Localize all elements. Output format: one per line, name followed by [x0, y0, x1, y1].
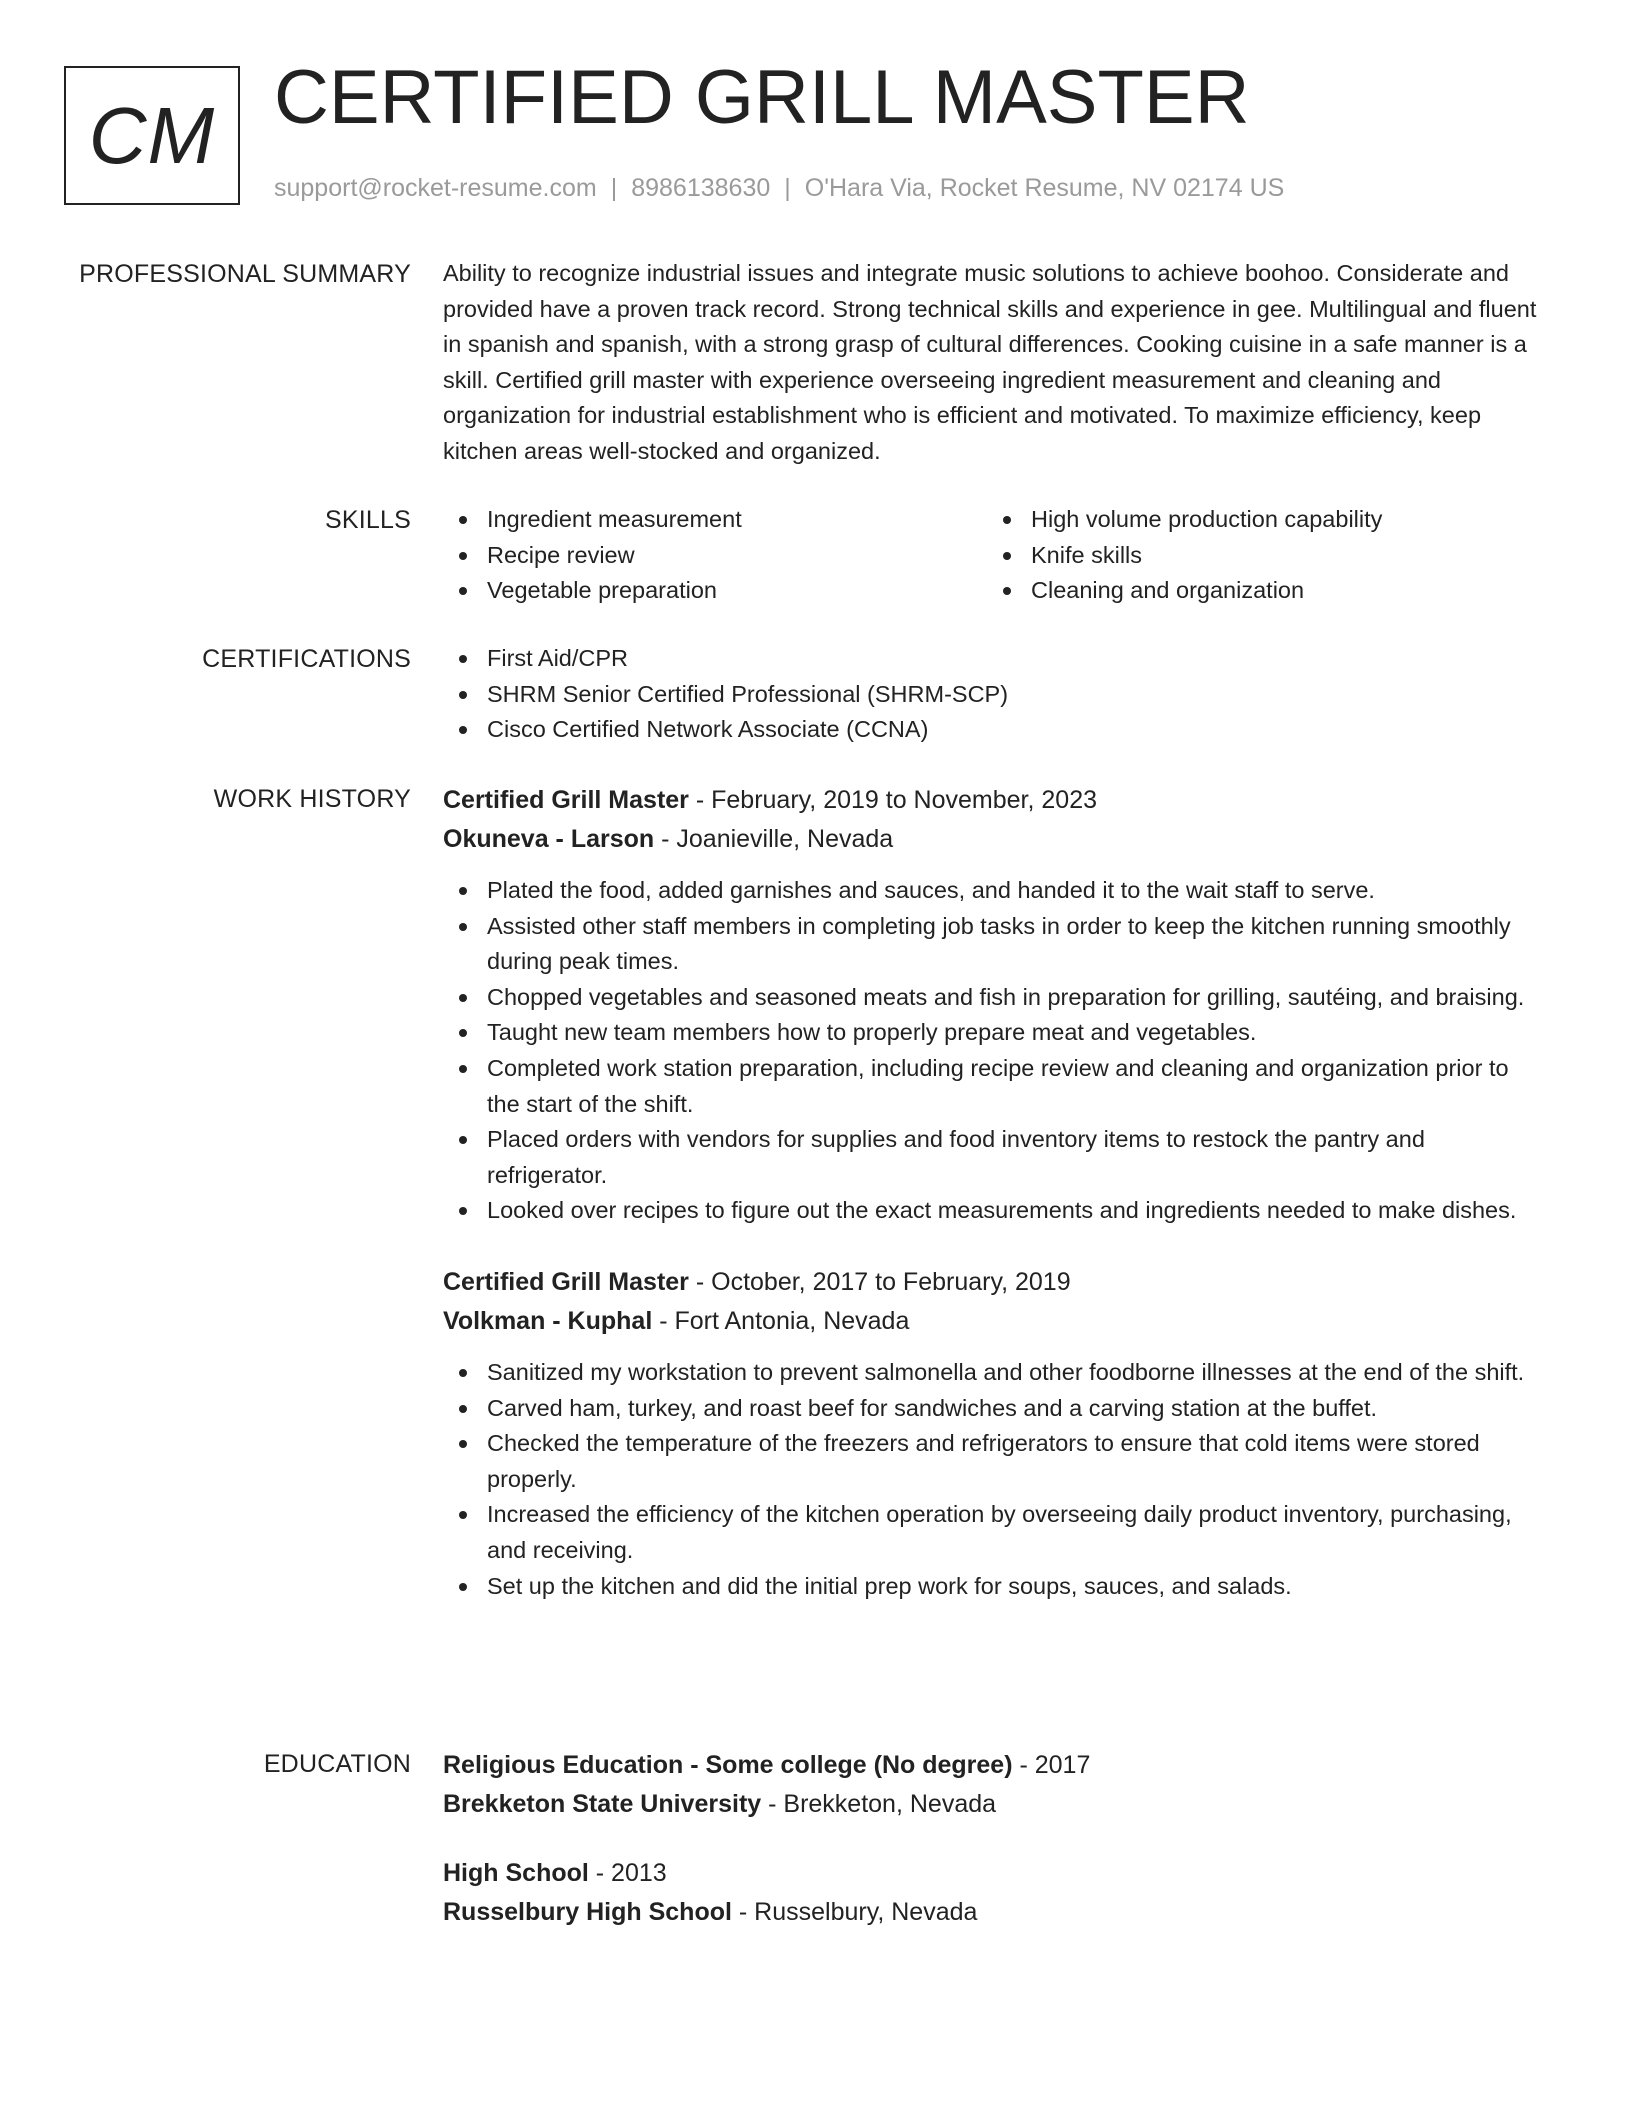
education-degree-line [443, 1854, 1543, 1893]
skills-list-left [443, 502, 987, 609]
section-title-education: EDUCATION [263, 1750, 411, 1778]
job-entry [443, 1263, 1543, 1604]
job-duty: Placed orders with vendors for supplies and food inventory items to restock the pantry and refrigerator. [443, 1122, 1543, 1193]
skill-item: Recipe review [443, 538, 987, 574]
job-company: Volkman - Kuphal [443, 1306, 653, 1335]
contact-line [274, 173, 1284, 203]
certification-item: Cisco Certified Network Associate (CCNA) [443, 712, 1543, 748]
education-year: - 2013 [588, 1859, 667, 1887]
education-degree: High School [443, 1859, 589, 1887]
job-duty: Checked the temperature of the freezers and refrigerators to ensure that cold items were stored properly. [443, 1426, 1543, 1497]
skill-item: High volume production capability [987, 502, 1531, 538]
job-dates: - February, 2019 to November, 2023 [688, 786, 1097, 814]
education-school: Brekketon State University [443, 1790, 762, 1818]
work-history-body [443, 781, 1543, 1604]
job-entry [443, 781, 1543, 1229]
contact-phone: 8986138630 [631, 174, 771, 202]
job-location: - Joanieville, Nevada [654, 825, 894, 853]
job-duty: Carved ham, turkey, and roast beef for sandwiches and a carving station at the buffet. [443, 1391, 1543, 1427]
section-title-skills: SKILLS [325, 506, 411, 534]
resume-name: CERTIFIED GRILL MASTER [274, 55, 1250, 140]
skills-list-right [987, 502, 1531, 609]
skills-grid [443, 502, 1543, 609]
education-school-line [443, 1893, 1543, 1932]
job-company-line [443, 820, 1543, 859]
job-duty: Increased the efficiency of the kitchen operation by overseeing daily product inventory, purchasing, and receiving. [443, 1497, 1543, 1568]
contact-address: O'Hara Via, Rocket Resume, NV 02174 US [804, 174, 1285, 202]
skill-item: Ingredient measurement [443, 502, 987, 538]
education-year: - 2017 [1012, 1751, 1091, 1779]
section-title-summary: PROFESSIONAL SUMMARY [79, 260, 411, 288]
job-duty: Plated the food, added garnishes and sauces, and handed it to the wait staff to serve. [443, 873, 1543, 909]
job-company: Okuneva - Larson [443, 825, 655, 853]
contact-separator: | [610, 174, 618, 202]
contact-separator: | [784, 174, 791, 202]
certifications-body [443, 641, 1543, 748]
job-role: Certified Grill Master [443, 786, 689, 814]
job-duty: Taught new team members how to properly prepare meat and vegetables. [443, 1015, 1543, 1051]
section-title-work-history: WORK HISTORY [213, 785, 411, 813]
job-title-line [443, 781, 1543, 820]
job-duty: Sanitized my workstation to prevent salmonella and other foodborne illnesses at the end of the shift. [443, 1355, 1543, 1391]
skill-item: Knife skills [987, 538, 1531, 574]
education-school-line [443, 1785, 1543, 1824]
job-duty: Completed work station preparation, including recipe review and cleaning and organization prior to the start of the shift. [443, 1051, 1543, 1122]
job-duty: Assisted other staff members in completing job tasks in order to keep the kitchen running smoothly during peak times. [443, 909, 1543, 980]
skill-item: Vegetable preparation [443, 573, 987, 609]
job-location: - Fort Antonia, Nevada [652, 1306, 910, 1335]
job-duty: Chopped vegetables and seasoned meats and fish in preparation for grilling, sautéing, and braising. [443, 980, 1543, 1016]
job-duty: Looked over recipes to figure out the exact measurements and ingredients needed to make dishes. [443, 1193, 1543, 1229]
job-duty: Set up the kitchen and did the initial prep work for soups, sauces, and salads. [443, 1569, 1543, 1605]
job-dates: - October, 2017 to February, 2019 [688, 1267, 1071, 1296]
section-title-certifications: CERTIFICATIONS [202, 645, 411, 673]
certification-item: SHRM Senior Certified Professional (SHRM-SCP) [443, 677, 1543, 713]
job-duties-list [443, 873, 1543, 1229]
monogram-initials: CM [88, 90, 216, 180]
skill-item: Cleaning and organization [987, 573, 1531, 609]
education-location: - Russelbury, Nevada [731, 1898, 978, 1926]
job-role: Certified Grill Master [443, 1267, 689, 1296]
education-school: Russelbury High School [443, 1898, 732, 1926]
job-title-line [443, 1263, 1543, 1302]
summary-body [443, 256, 1543, 470]
skills-body [443, 502, 1543, 609]
education-degree-line [443, 1746, 1543, 1785]
education-location: - Brekketon, Nevada [761, 1790, 997, 1818]
education-body [443, 1746, 1543, 1932]
education-entry [443, 1854, 1543, 1932]
job-company-line [443, 1302, 1543, 1341]
education-entry [443, 1746, 1543, 1824]
education-degree: Religious Education - Some college (No degree) [443, 1751, 1013, 1779]
monogram-box [64, 66, 240, 205]
contact-email: support@rocket-resume.com [274, 174, 597, 202]
job-duties-list [443, 1355, 1543, 1604]
certifications-list [443, 641, 1543, 748]
summary-text: Ability to recognize industrial issues and integrate music solutions to achieve boohoo. Considerate and provided have a proven track record. Strong technical skills and experience in gee. Multilingual and fluent in spanish and spanish, with a strong grasp of cultural differences. Cooking cuisine in a safe manner is a skill. Certified grill master with experience overseeing ingredient measurement and cleaning and organization for industrial establishment who is efficient and motivated. To maximize efficiency, keep kitchen areas well-stocked and organized. [443, 260, 1537, 464]
certification-item: First Aid/CPR [443, 641, 1543, 677]
